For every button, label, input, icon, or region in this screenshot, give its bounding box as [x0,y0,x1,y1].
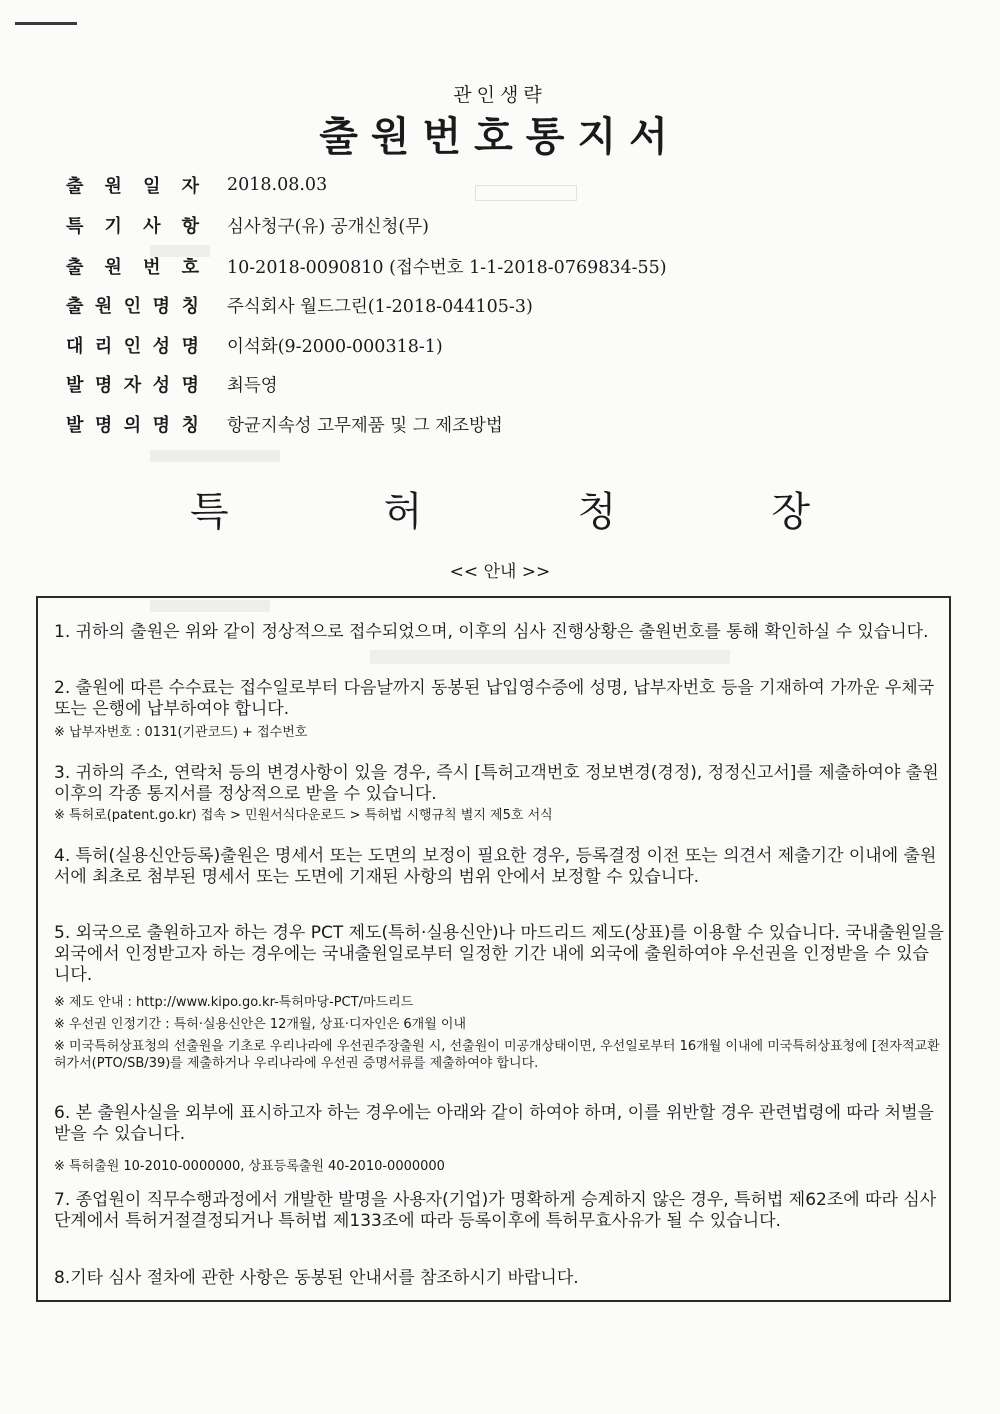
field-value: 주식회사 월드그린(1-2018-044105-3) [227,296,533,317]
field-label: 출 원 번 호 [66,257,199,278]
notice-item-5: 5. 외국으로 출원하고자 하는 경우 PCT 제도(특허·실용신안)나 마드리드 제도(상표)를 이용할 수 있습니다. 국내출원일을 외국에서 인정받고자 하는 경우에는 국내출원일로부터 일정한 기간 내에 외국에 출원하여야 우선권을 인정받을 수 있습니다. [54,923,944,985]
field-value: 10-2018-0090810 (접수번호 1-1-2018-0769834-55) [227,257,667,278]
notice-item-7: 7. 종업원이 직무수행과정에서 개발한 발명을 사용자(기업)가 명확하게 승계하지 않은 경우, 특허법 제62조에 따라 심사단계에서 특허거절결정되거나 특허법 제133조에 따라 등록이후에 특허무효사유가 될 수 있습니다. [54,1190,937,1231]
field-value: 2018.08.03 [227,175,328,195]
office-char: 청 [577,489,617,535]
notice-item-8: 8.기타 심사 절차에 관한 사항은 동봉된 안내서를 참조하시기 바랍니다. [54,1268,579,1288]
bleed-through-line [475,185,577,201]
notice-item-1: 1. 귀하의 출원은 위와 같이 정상적으로 접수되었으며, 이후의 심사 진행상황은 출원번호를 통해 확인하실 수 있습니다. [54,622,929,642]
field-value: 이석화(9-2000-000318-1) [227,336,443,357]
field-row [66,369,278,399]
notice-item-3: 3. 귀하의 주소, 연락처 등의 변경사항이 있을 경우, 즉시 [특허고객번호 정보변경(경정), 정정신고서]를 제출하여야 출원 이후의 각종 통지서를 정상적으로 받을 수 있습니다. [54,763,939,804]
field-label: 발 명 의 명 칭 [66,415,199,436]
field-label: 출 원 인 명 칭 [66,296,199,317]
scan-mark [15,22,77,25]
field-value: 최득영 [227,375,278,396]
office-name [190,480,810,537]
field-value: 항균지속성 고무제품 및 그 제조방법 [227,415,503,436]
field-value: 심사청구(유) 공개신청(무) [227,216,429,237]
notice-note: ※ 우선권 인정기간 : 특허·실용신안은 12개월, 상표·디자인은 6개월 이내 [54,1017,467,1032]
field-label: 출 원 일 자 [66,176,199,197]
field-row [66,330,443,360]
notice-item-2: 2. 출원에 따른 수수료는 접수일로부터 다음날까지 동봉된 납입영수증에 성명, 납부자번호 등을 기재하여 가까운 우체국 또는 은행에 납부하여야 합니다. [54,678,935,719]
notice-note: ※ 특허출원 10-2010-0000000, 상표등록출원 40-2010-0000000 [54,1159,445,1174]
notice-heading: << 안내 >> [449,562,551,582]
notice-box [36,596,951,1302]
field-row [66,170,327,200]
document-title: 출원번호통지서 [319,114,681,160]
office-char: 허 [383,489,423,535]
field-row [66,290,533,320]
notice-item-6: 6. 본 출원사실을 외부에 표시하고자 하는 경우에는 아래와 같이 하여야 하며, 이를 위반할 경우 관련법령에 따라 처벌을 받을 수 있습니다. [54,1103,934,1144]
bleed-through-line [150,450,280,462]
office-char: 장 [771,489,810,535]
notice-item-4: 4. 특허(실용신안등록)출원은 명세서 또는 도면의 보정이 필요한 경우, 등록결정 이전 또는 의견서 제출기간 이내에 출원서에 최초로 첨부된 명세서 또는 도면에 기재된 사항의 범위 안에서 보정할 수 있습니다. [54,846,937,887]
notice-note: ※ 미국특허상표청의 선출원을 기초로 우리나라에 우선권주장출원 시, 선출원이 미공개상태이면, 우선일로부터 16개월 이내에 미국특허상표청에 [전자적교환허가서(PTO/SB/39)를 제출하거나 우리나라에 우선권 증명서류를 제출하여야 합니다. [54,1039,940,1071]
header-subtitle: 관인생략 [453,84,547,106]
field-label: 발 명 자 성 명 [66,375,199,396]
notice-note: ※ 제도 안내 : http://www.kipo.go.kr-특허마당-PCT/마드리드 [54,995,414,1010]
field-row [66,409,503,439]
field-row [66,251,667,281]
office-char: 특 [190,489,229,535]
notice-note: ※ 특허로(patent.go.kr) 접속 > 민원서식다운로드 > 특허법 시행규칙 별지 제5호 서식 [54,808,553,823]
field-label: 대 리 인 성 명 [66,336,199,357]
field-row [66,210,429,240]
notice-note: ※ 납부자번호 : 0131(기관코드) + 접수번호 [54,725,308,740]
field-label: 특 기 사 항 [66,216,199,237]
